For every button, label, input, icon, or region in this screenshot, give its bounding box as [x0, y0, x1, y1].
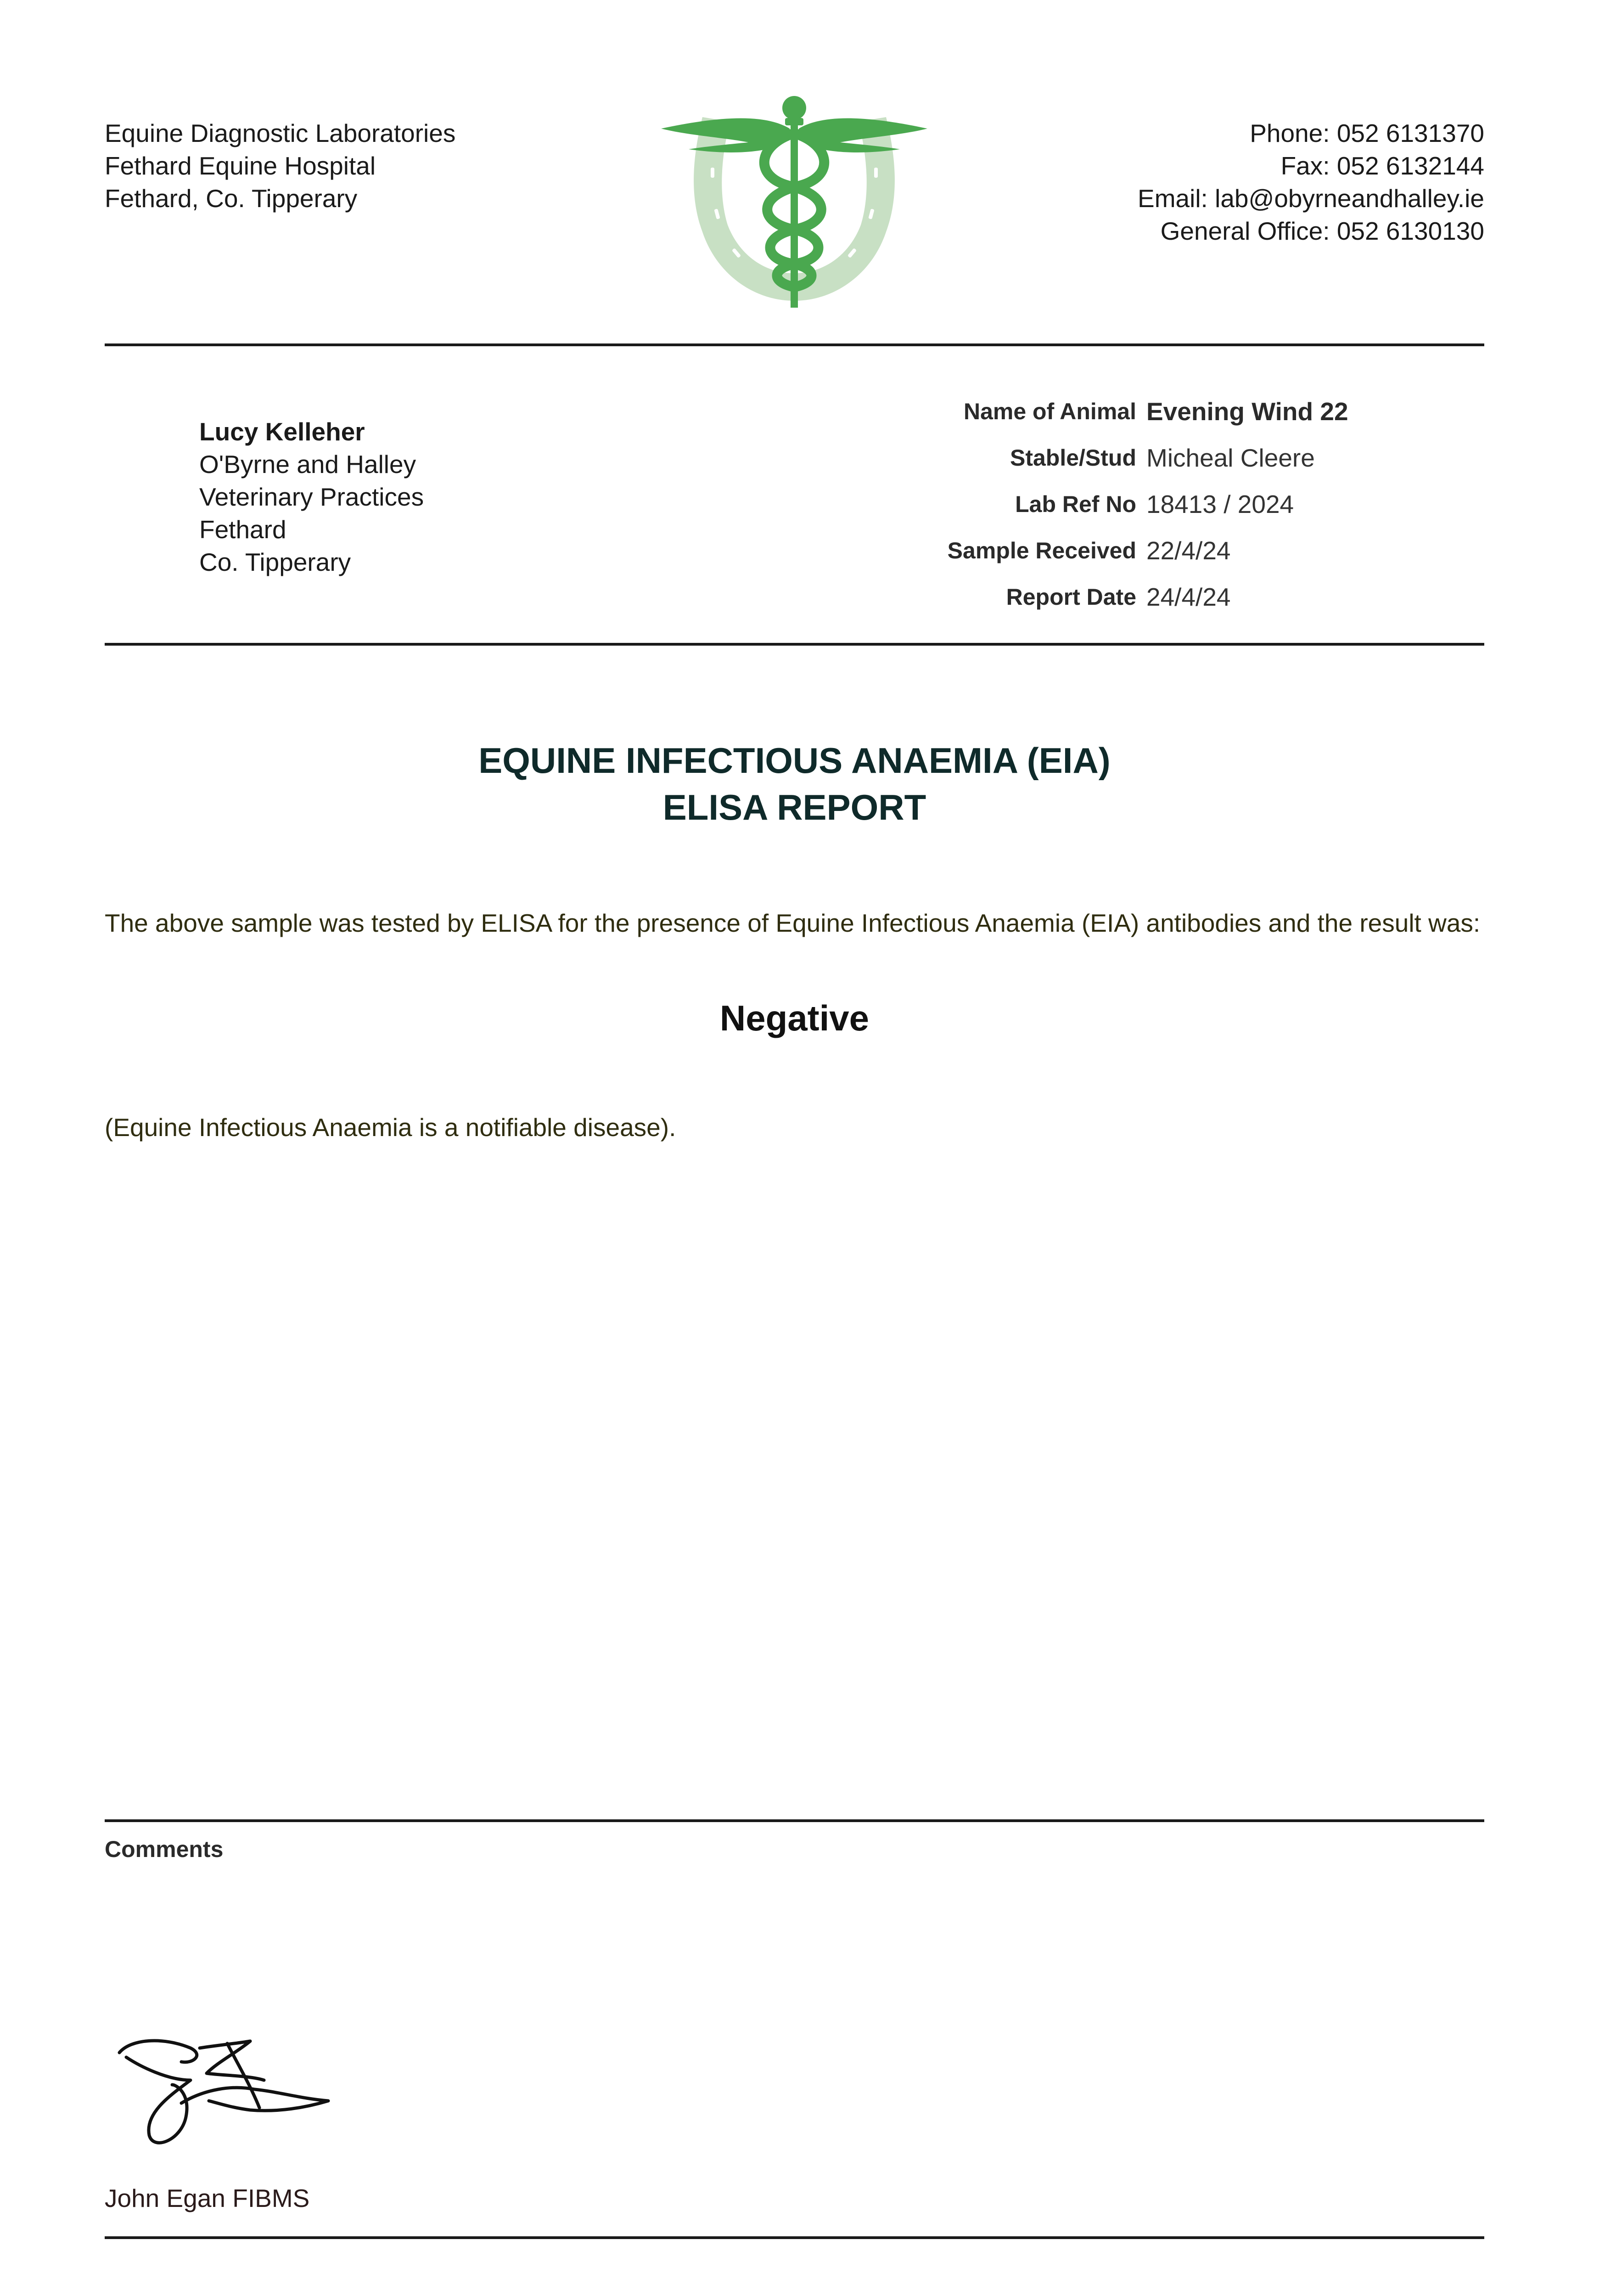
signer-name: John Egan FIBMS: [105, 2184, 310, 2212]
lab-ref-value: 18413 / 2024: [1146, 490, 1294, 518]
header-divider: [105, 343, 1484, 346]
test-result: Negative: [719, 998, 870, 1038]
fax-number: Fax: 052 6132144: [1280, 152, 1484, 180]
detail-row-received: [872, 527, 1348, 574]
sample-received-label: Sample Received: [947, 537, 1136, 563]
stable-value: Micheal Cleere: [1146, 443, 1315, 472]
recipient-line: Veterinary Practices: [199, 483, 424, 511]
email-address[interactable]: Email: lab@obyrneandhalley.ie: [1138, 184, 1484, 213]
report-title-line1: EQUINE INFECTIOUS ANAEMIA (EIA): [478, 740, 1111, 781]
phone-number: Phone: 052 6131370: [1250, 119, 1484, 147]
sample-details: [872, 388, 1348, 620]
caduceus-horseshoe-icon: [661, 90, 927, 312]
notifiable-note: (Equine Infectious Anaemia is a notifiable disease).: [105, 1113, 676, 1142]
sample-received-value: 22/4/24: [1146, 536, 1231, 565]
lab-contact: [1138, 117, 1484, 248]
detail-row-animal: [872, 388, 1348, 434]
report-date-value: 24/4/24: [1146, 582, 1231, 611]
lab-ref-label: Lab Ref No: [1015, 491, 1136, 517]
animal-name-label: Name of Animal: [963, 398, 1136, 424]
report-title-line2: ELISA REPORT: [662, 787, 926, 827]
signature-image: [112, 2034, 337, 2154]
comments-label: Comments: [105, 1836, 224, 1862]
stable-label: Stable/Stud: [1010, 445, 1136, 471]
details-divider: [105, 643, 1484, 646]
comments-divider: [105, 1819, 1484, 1822]
recipient-address: [199, 416, 424, 579]
report-intro: The above sample was tested by ELISA for the presence of Equine Infectious Anaemia (EIA) antibodies and the result was:: [105, 909, 1481, 937]
report-title: [105, 737, 1484, 831]
animal-name-value: Evening Wind 22: [1146, 397, 1348, 426]
report-date-label: Report Date: [1006, 584, 1136, 610]
recipient-name: Lucy Kelleher: [199, 417, 365, 446]
recipient-line: O'Byrne and Halley: [199, 450, 416, 478]
detail-row-stable: [872, 434, 1348, 481]
lab-location: Fethard, Co. Tipperary: [105, 184, 358, 213]
footer-divider: [105, 2236, 1484, 2239]
detail-row-labref: [872, 481, 1348, 527]
recipient-line: Fethard: [199, 515, 286, 544]
recipient-line: Co. Tipperary: [199, 548, 351, 576]
detail-row-report-date: [872, 574, 1348, 620]
lab-name: Equine Diagnostic Laboratories: [105, 119, 456, 147]
general-office-number: General Office: 052 6130130: [1160, 217, 1484, 245]
lab-hospital: Fethard Equine Hospital: [105, 152, 376, 180]
lab-address: [105, 117, 455, 215]
